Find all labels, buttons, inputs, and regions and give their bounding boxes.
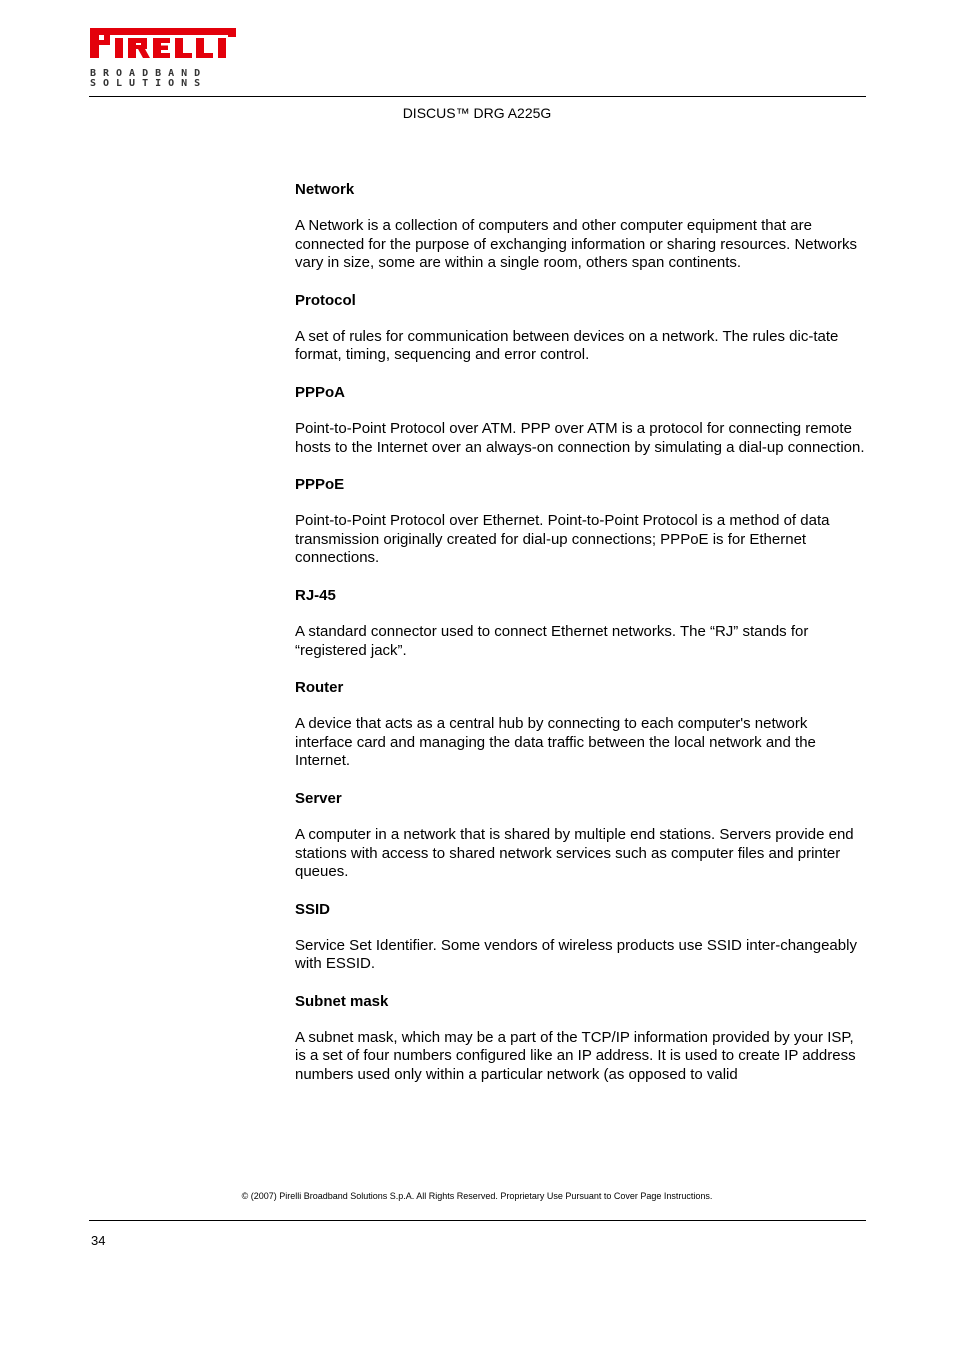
glossary-definition: Service Set Identifier. Some vendors of wireless products use SSID inter-changeably with ESSID. [295,936,857,973]
glossary-definition: A standard connector used to connect Ethernet networks. The “RJ” stands for “registered jack”. [295,622,809,659]
glossary-term: Server [295,789,342,807]
glossary-definition: A Network is a collection of computers and other computer equipment that are connected for the purpose of exchanging information or sharing resources. Networks vary in size, some are within a single room, others span continents. [295,217,857,272]
logo-wordmark [90,28,236,58]
glossary-entry [295,586,865,660]
glossary-term: Network [295,181,355,198]
glossary-entry [295,900,865,974]
glossary-definition: A computer in a network that is shared by multiple end stations. Servers provide end stations with access to shared network services such as computer files and printer queues. [295,825,854,881]
glossary-term: RJ-45 [295,586,336,604]
logo-line1: BROADBAND [90,68,208,79]
glossary-section [295,180,865,1103]
pirelli-logo-graphic [90,26,236,88]
glossary-entry [295,291,865,365]
footer-divider [89,1220,866,1221]
header-divider [89,96,866,97]
glossary-term: Subnet mask [295,992,389,1010]
glossary-term: SSID [295,900,331,918]
glossary-entry [295,992,865,1085]
logo-line2: SOLUTIONS [90,78,208,88]
page-number: 34 [91,1233,106,1248]
glossary-definition: A subnet mask, which may be a part of the TCP/IP information provided by your ISP, is a set of four numbers configured like an IP address. It is used to create IP address numbers used only within a particular network (as opposed to valid [295,1028,856,1084]
glossary-entry [295,180,865,273]
glossary-definition: Point-to-Point Protocol over Ethernet. Point-to-Point Protocol is a method of data transmission originally created for dial-up connections; PPPoE is for Ethernet connections. [295,512,830,567]
glossary-definition: A set of rules for communication between devices on a network. The rules dic-tate format, timing, sequencing and error control. [295,327,839,364]
glossary-term: PPPoA [295,383,346,401]
glossary-definition: A device that acts as a central hub by connecting to each computer's network interface card and managing the data traffic between the local network and the Internet. [295,715,816,770]
glossary-definition: Point-to-Point Protocol over ATM. PPP over ATM is a protocol for connecting remote hosts to the Internet over an always-on connection by simulating a dial-up connection. [295,419,865,456]
copyright-notice: © (2007) Pirelli Broadband Solutions S.p.A. All Rights Reserved. Proprietary Use Pursuant to Cover Page Instructions. [241,1191,713,1201]
glossary-entry [295,475,865,568]
document-title: DISCUS™ DRG A225G [402,105,552,121]
glossary-entry [295,678,865,771]
glossary-term: Router [295,679,344,697]
glossary-term: PPPoE [295,476,345,494]
glossary-entry [295,383,865,457]
pirelli-logo [90,26,236,88]
glossary-term: Protocol [295,291,356,309]
glossary-entry [295,789,865,882]
